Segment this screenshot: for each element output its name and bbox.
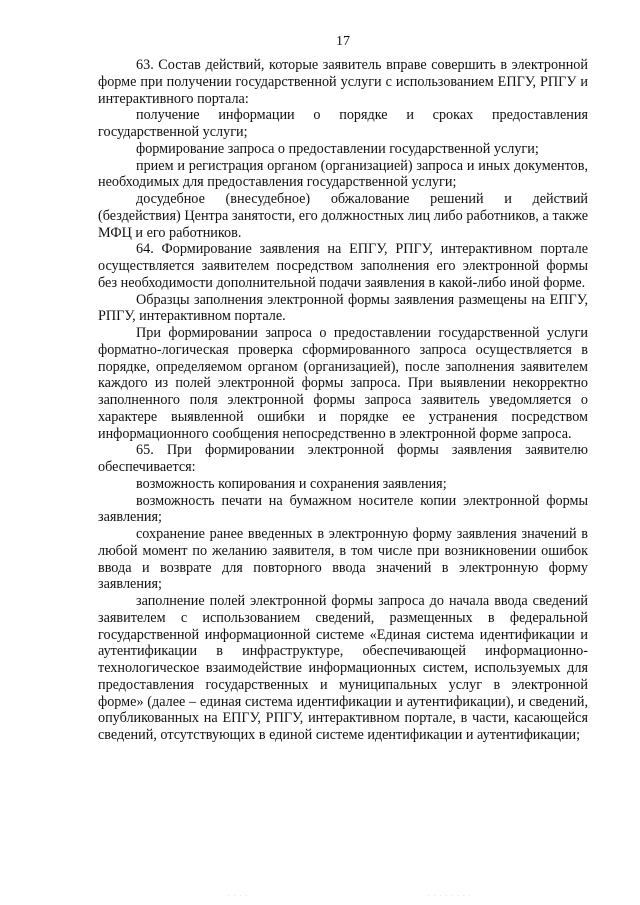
- scan-artifact-right: · · · · · · · ·: [428, 893, 472, 900]
- paragraph-63-item-info: получение информации о порядке и сроках предоставления государственной услуги;: [98, 107, 588, 140]
- paragraph-64: 64. Формирование заявления на ЕПГУ, РПГУ, интерактивном портале осуществляется заявителем посредством заполнения его электронной формы без необходимости дополнительной подачи заявления в какой-либо иной форме.: [98, 241, 588, 291]
- scan-artifact-left: · · · ·: [228, 893, 249, 900]
- paragraph-63-item-registration: прием и регистрация органом (организацией) запроса и иных документов, необходимых для предоставления государственной услуги;: [98, 157, 588, 191]
- paragraph-64-samples: Образцы заполнения электронной формы заявления размещены на ЕПГУ, РПГУ, интерактивном портале.: [98, 291, 588, 325]
- paragraph-65-item-print: возможность печати на бумажном носителе копии электронной формы заявления;: [98, 492, 588, 526]
- page-number: 17: [336, 34, 350, 49]
- paragraph-63-intro: 63. Состав действий, которые заявитель вправе совершить в электронной форме при получении государственной услуги с использованием ЕПГУ, РПГУ и интерактивного портала:: [98, 57, 588, 107]
- paragraph-65-item-save: сохранение ранее введенных в электронную форму заявления значений в любой момент по желанию заявителя, в том числе при возникновении ошибок ввода и возврате для повторного ввода значений в электронную форму заявления;: [98, 526, 588, 593]
- paragraph-63-item-appeal: досудебное (внесудебное) обжалование решений и действий (бездействия) Центра занятости, его должностных лиц либо работников, а также МФЦ и его работников.: [98, 191, 588, 241]
- paragraph-63-item-request: формирование запроса о предоставлении государственной услуги;: [136, 140, 539, 157]
- document-page: [98, 34, 588, 744]
- paragraph-65-item-copy: возможность копирования и сохранения заявления;: [136, 475, 447, 492]
- paragraph-65-intro: 65. При формировании электронной формы заявления заявителю обеспечивается:: [98, 442, 588, 475]
- paragraph-64-validation: При формировании запроса о предоставлении государственной услуги форматно-логическая проверка сформированного запроса осуществляется в порядке, определяемом органом (организацией), после заполнения заявителем каждого из полей электронной формы запроса. При выявлении некорректно заполненного поля электронной формы запроса заявитель уведомляется о характере выявленной ошибки и порядке ее устранения посредством информационного сообщения непосредственно в электронной форме запроса.: [98, 325, 588, 442]
- paragraph-65-item-autofill: заполнение полей электронной формы запроса до начала ввода сведений заявителем с использованием сведений, размещенных в федеральной государственной информационной системе «Единая система идентификации и аутентификации в инфраструктуре, обеспечивающей информационно-технологическое взаимодействие информационных систем, используемых для предоставления государственных и муниципальных услуг в электронной форме» (далее – единая система идентификации и аутентификации), и сведений, опубликованных на ЕПГУ, РПГУ, интерактивном портале, в части, касающейся сведений, отсутствующих в единой системе идентификации и аутентификации;: [98, 593, 588, 743]
